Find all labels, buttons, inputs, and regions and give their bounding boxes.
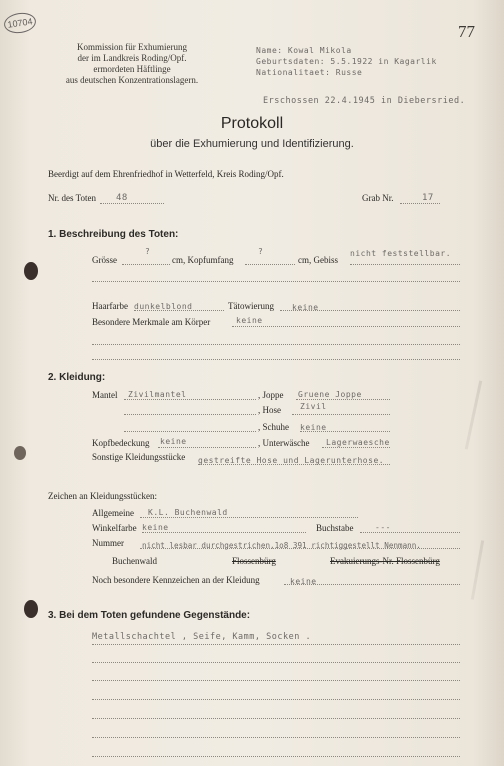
- noch-value: keine: [290, 577, 317, 586]
- sonstige-value: gestreifte Hose und Lagerunterhose.: [198, 456, 385, 465]
- taetowierung-value: keine: [292, 303, 319, 312]
- section3-heading: 3. Bei dem Toten gefundene Gegenstände:: [48, 610, 251, 621]
- document-title: Protokoll: [220, 115, 284, 132]
- grave-number-label: Grab Nr.: [362, 193, 394, 203]
- groesse-value: ?: [145, 247, 151, 256]
- gebiss-value: nicht feststellbar.: [350, 249, 452, 258]
- winkelfarbe-line: [142, 532, 306, 533]
- page-number: 77: [458, 22, 475, 41]
- section2-heading: 2. Kleidung:: [48, 372, 106, 383]
- winkelfarbe-value: keine: [142, 523, 169, 532]
- person-block: [256, 45, 437, 78]
- unterwaesche-value: Lagerwaesche: [326, 438, 390, 447]
- merkmale-line: [232, 326, 460, 327]
- grave-number-value: 17: [422, 193, 434, 203]
- section1-blank-line: [92, 281, 460, 282]
- evakuierung-label: Evakuierungs-Nr. Flossenbürg: [330, 556, 440, 566]
- commission-line-2: der im Landkreis Roding/Opf.: [77, 53, 187, 63]
- commission-line-4: aus deutschen Konzentrationslagern.: [65, 75, 199, 85]
- items-line-7: [92, 756, 460, 757]
- punch-hole-bottom: [24, 600, 38, 618]
- items-line-3: [92, 680, 460, 681]
- gebiss-line: [350, 264, 460, 265]
- mantel-line: [124, 399, 256, 400]
- mantel-extra-line: [124, 414, 256, 415]
- nummer-value: nicht lesbar durchgestrichen,1o8 391 richtiggestellt Nenmann.: [142, 541, 421, 550]
- schuhe-label: , Schuhe: [258, 422, 289, 432]
- items-line-6: [92, 737, 460, 738]
- hose-extra-line: [124, 431, 256, 432]
- winkelfarbe-label: Winkelfarbe: [92, 523, 137, 533]
- found-items: Metallschachtel , Seife, Kamm, Socken .: [92, 632, 312, 642]
- schuhe-value: keine: [300, 423, 327, 432]
- grave-number-line: [400, 203, 440, 204]
- punch-hole-middle: [14, 446, 26, 460]
- buchstabe-label: Buchstabe: [316, 523, 354, 533]
- noch-label: Noch besondere Kennzeichen an der Kleidung: [92, 575, 260, 585]
- nummer-label: Nummer: [92, 538, 124, 548]
- margin-pencil-mark: [465, 380, 482, 449]
- hose-line: [292, 414, 390, 415]
- section1-heading: 1. Beschreibung des Toten:: [48, 229, 179, 240]
- punch-hole-top: [24, 262, 38, 280]
- commission-line-1: Kommission für Exhumierung: [77, 42, 187, 52]
- mantel-label: Mantel: [92, 390, 118, 400]
- buchstabe-value: ---: [375, 523, 391, 532]
- burial-line: Beerdigt auf dem Ehrenfriedhof in Wetterfeld, Kreis Roding/Opf.: [48, 169, 284, 179]
- taetowierung-label: Tätowierung: [228, 301, 274, 311]
- kopfumfang-value: ?: [258, 247, 264, 256]
- kopfbedeckung-line: [158, 447, 256, 448]
- items-line-1: [92, 644, 460, 645]
- joppe-label: , Joppe: [258, 390, 284, 400]
- person-nationality: Nationalitaet: Russe: [256, 68, 363, 77]
- allgemeine-line: [140, 517, 358, 518]
- section1-extra-line-1: [92, 344, 460, 345]
- joppe-line: [296, 399, 390, 400]
- allgemeine-label: Allgemeine: [92, 508, 134, 518]
- gebiss-label: cm, Gebiss: [298, 255, 338, 265]
- buchstabe-line: [360, 532, 460, 533]
- haarfarbe-label: Haarfarbe: [92, 301, 128, 311]
- hose-label: , Hose: [258, 405, 281, 415]
- dead-number-value: 48: [116, 193, 128, 203]
- joppe-value: Gruene Joppe: [298, 390, 362, 399]
- dead-number-line: [100, 203, 164, 204]
- sonstige-label: Sonstige Kleidungsstücke: [92, 452, 186, 462]
- shot-note: Erschossen 22.4.1945 in Diebersried.: [263, 96, 466, 106]
- buchenwald-label: Buchenwald: [112, 556, 157, 566]
- hose-value: Zivil: [300, 402, 327, 411]
- groesse-line: [122, 264, 170, 265]
- items-line-2: [92, 662, 460, 663]
- mantel-value: Zivilmantel: [128, 390, 187, 399]
- kopfumfang-line: [245, 264, 295, 265]
- kopfbedeckung-label: Kopfbedeckung: [92, 438, 150, 448]
- section1-extra-line-2: [92, 359, 460, 360]
- haarfarbe-value: dunkelblond: [134, 302, 193, 311]
- kopfumfang-label: cm, Kopfumfang: [172, 255, 234, 265]
- zeichen-heading: Zeichen an Kleidungsstücken:: [48, 491, 157, 501]
- commission-header: [52, 42, 212, 86]
- unterwaesche-line: [322, 447, 390, 448]
- archive-stamp: 10704: [3, 11, 37, 35]
- margin-pencil-mark-2: [471, 540, 484, 600]
- allgemeine-value: K.L. Buchenwald: [148, 508, 228, 517]
- kopfbedeckung-value: keine: [160, 437, 187, 446]
- items-line-4: [92, 699, 460, 700]
- document-subtitle: über die Exhumierung und Identifizierung.: [150, 138, 354, 150]
- person-name: Name: Kowal Mikola: [256, 46, 352, 55]
- items-line-5: [92, 718, 460, 719]
- merkmale-value: keine: [236, 316, 263, 325]
- dead-number-label: Nr. des Toten: [48, 193, 96, 203]
- person-birth: Geburtsdaten: 5.5.1922 in Kagarlik: [256, 57, 437, 66]
- commission-line-3: ermordeten Häftlinge: [93, 64, 171, 74]
- flossenburg-label: Flossenbürg: [232, 556, 276, 566]
- unterwaesche-label: , Unterwäsche: [258, 438, 310, 448]
- groesse-label: Grösse: [92, 255, 117, 265]
- merkmale-label: Besondere Merkmale am Körper: [92, 317, 211, 327]
